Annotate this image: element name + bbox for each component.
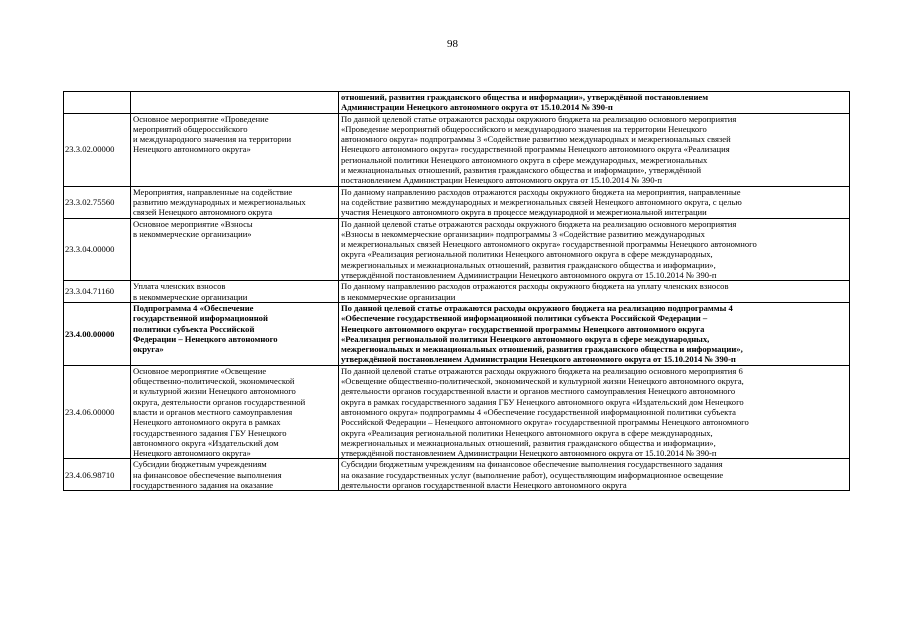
cell-name xyxy=(131,281,339,303)
cell-name xyxy=(131,302,339,365)
description-line: отношений, развития гражданского общества и информации», утверждённой постановлением xyxy=(341,92,709,102)
name-line: Федерации – Ненецкого автономного xyxy=(133,333,278,344)
name-line: государственного задания на оказание xyxy=(133,479,274,490)
description-line: По данной целевой статье отражаются расходы окружного бюджета на реализацию подпрограммы 4 xyxy=(341,302,733,313)
cell-code: 23.3.02.00000 xyxy=(64,113,131,186)
description-line: По данному направлению расходов отражаются расходы окружного бюджета на мероприятия, направленные xyxy=(341,186,741,197)
name-line: автономного округа «Издательский дом xyxy=(133,437,279,448)
name-line: Основное мероприятие «Проведение xyxy=(133,113,269,124)
cell-code: 23.4.00.00000 xyxy=(64,302,131,365)
name-line: округа» xyxy=(133,344,164,355)
description-line: на оказание государственных услуг (выполнение работ), осуществляющим информационное освещение xyxy=(341,469,724,480)
description-line: автономного округа» подпрограммы 4 «Обеспечение государственной информационной политики субъекта xyxy=(341,406,736,417)
table-row xyxy=(64,113,850,186)
table-row xyxy=(64,281,850,303)
description-line: Администрации Ненецкого автономного округа от 15.10.2014 № 390-п xyxy=(341,102,613,113)
description-line: Ненецкого автономного округа» государственной программы Ненецкого автономного округа xyxy=(341,323,705,334)
description-line: Ненецкого автономного округа» государственной программы Ненецкого автономного округа «Реализация xyxy=(341,144,730,155)
cell-description xyxy=(339,302,850,365)
page-number: 98 xyxy=(447,38,458,50)
cell-name xyxy=(131,186,339,218)
name-line: Ненецкого автономного округа в рамках xyxy=(133,417,281,428)
cell-code xyxy=(64,92,131,114)
cell-code: 23.3.02.75560 xyxy=(64,186,131,218)
name-line: развитию международных и межрегиональных xyxy=(133,196,306,207)
cell-description xyxy=(339,281,850,303)
cell-name xyxy=(131,113,339,186)
description-line: утверждённой постановлением Администрации Ненецкого автономного округа от 15.10.2014 № 390-п xyxy=(341,448,717,459)
description-line: деятельности органов государственной власти и органов местного самоуправления Ненецкого автономного xyxy=(341,386,736,397)
description-line: автономного округа» подпрограммы 3 «Содействие развитию международных и межрегиональных связей xyxy=(341,134,731,145)
cell-description xyxy=(339,186,850,218)
cell-name xyxy=(131,365,339,459)
description-line: межрегиональных и межнациональных отношений, развития гражданского общества и информации», xyxy=(341,437,716,448)
name-line: округа, деятельности органов государственной xyxy=(133,396,306,407)
name-line: Ненецкого автономного округа» xyxy=(133,448,251,459)
description-line: округа «Реализация региональной политики Ненецкого автономного округа в сфере международных, xyxy=(341,249,713,260)
description-line: деятельности органов государственной власти Ненецкого автономного округа xyxy=(341,479,627,490)
name-line: в некоммерческие организации xyxy=(133,291,248,302)
cell-name xyxy=(131,218,339,281)
name-line: на финансовое обеспечение выполнения xyxy=(133,469,282,480)
description-line: Российской Федерации – Ненецкого автономного округа» государственной программы Ненецкого автономного xyxy=(341,417,749,428)
budget-classification-table xyxy=(63,91,850,491)
name-line: общественно-политической, экономической xyxy=(133,376,295,387)
description-line: и межрегиональных связей Ненецкого автономного округа» государственной программы Ненецкого автономного xyxy=(341,239,757,250)
description-line: «Взносы в некоммерческие организации» подпрограммы 3 «Содействие развитию международных xyxy=(341,228,705,239)
table-row xyxy=(64,302,850,365)
description-line: постановлением Администрации Ненецкого автономного округа от 15.10.2014 № 390-п xyxy=(341,175,662,186)
name-line: связей Ненецкого автономного округа xyxy=(133,207,273,218)
description-line: Субсидии бюджетным учреждениям на финансовое обеспечение выполнения государственного задания xyxy=(341,459,723,470)
description-line: межрегиональных и межнациональных отношений, развития гражданского общества и информации», xyxy=(341,259,716,270)
table-row xyxy=(64,186,850,218)
description-line: «Реализация региональной политики Ненецкого автономного округа в сфере международных, xyxy=(341,333,710,344)
cell-code: 23.4.06.98710 xyxy=(64,459,131,491)
name-line: в некоммерческие организации» xyxy=(133,228,252,239)
description-line: участия Ненецкого автономного округа в процессе международной и межрегиональной интеграции xyxy=(341,207,707,218)
table-row xyxy=(64,218,850,281)
table-row xyxy=(64,365,850,459)
description-line: утверждённой постановлением Администрации Ненецкого автономного округа от 15.10.2014 № 390-п xyxy=(341,270,717,281)
name-line: государственной информационной xyxy=(133,313,268,324)
description-line: округа в рамках государственного задания ГБУ Ненецкого автономного округа «Издательский дом Ненецкого xyxy=(341,396,744,407)
description-line: По данной целевой статье отражаются расходы окружного бюджета на реализацию основного мероприятия xyxy=(341,113,737,124)
name-line: и культурной жизни Ненецкого автономного xyxy=(133,386,296,397)
name-line: Субсидии бюджетным учреждениям xyxy=(133,459,267,470)
description-line: По данной целевой статье отражаются расходы окружного бюджета на реализацию основного мероприятия 6 xyxy=(341,365,743,376)
name-line: Подпрограмма 4 «Обеспечение xyxy=(133,302,254,313)
cell-name xyxy=(131,459,339,491)
name-line: власти и органов местного самоуправления xyxy=(133,406,293,417)
name-line: Мероприятия, направленные на содействие xyxy=(133,186,293,197)
description-line: утверждённой постановлением Администрации Ненецкого автономного округа от 15.10.2014 № 390-п xyxy=(341,354,736,365)
cell-code: 23.4.06.00000 xyxy=(64,365,131,459)
table-row xyxy=(64,92,850,114)
name-line: Ненецкого автономного округа» xyxy=(133,144,251,155)
cell-description xyxy=(339,365,850,459)
cell-name xyxy=(131,92,339,114)
name-line: Уплата членских взносов xyxy=(133,281,226,292)
description-line: По данному направлению расходов отражаются расходы окружного бюджета на уплату членских взносов xyxy=(341,281,729,292)
description-line: и межнациональных отношений, развития гражданского общества и информации», утверждённой xyxy=(341,165,702,176)
name-line: политики субъекта Российской xyxy=(133,323,255,334)
cell-description xyxy=(339,113,850,186)
description-line: региональной политики Ненецкого автономного округа в сфере международных, межрегиональных xyxy=(341,154,708,165)
name-line: Основное мероприятие «Освещение xyxy=(133,365,267,376)
description-line: «Проведение мероприятий общероссийского и международного значения на территории Ненецкого xyxy=(341,123,707,134)
cell-code: 23.3.04.71160 xyxy=(64,281,131,303)
table-row xyxy=(64,459,850,491)
cell-code: 23.3.04.00000 xyxy=(64,218,131,281)
description-line: округа «Реализация региональной политики Ненецкого автономного округа в сфере международных, xyxy=(341,427,713,438)
description-line: межрегиональных и межнациональных отношений, развития гражданского общества и информации», xyxy=(341,344,743,355)
name-line: Основное мероприятие «Взносы xyxy=(133,218,253,229)
description-line: на содействие развитию международных и межрегиональных связей Ненецкого автономного округа, с целью xyxy=(341,196,742,207)
description-line: «Освещение общественно-политической, экономической и культурной жизни Ненецкого автономного округа, xyxy=(341,376,744,387)
name-line: государственного задания ГБУ Ненецкого xyxy=(133,427,287,438)
description-line: в некоммерческие организации xyxy=(341,291,456,302)
cell-description xyxy=(339,218,850,281)
description-line: По данной целевой статье отражаются расходы окружного бюджета на реализацию основного мероприятия xyxy=(341,218,737,229)
name-line: мероприятий общероссийского xyxy=(133,123,248,134)
cell-description xyxy=(339,92,850,114)
name-line: и международного значения на территории xyxy=(133,134,292,145)
description-line: «Обеспечение государственной информационной политики субъекта Российской Федерации – xyxy=(341,313,708,324)
table-body xyxy=(64,92,850,491)
cell-description xyxy=(339,459,850,491)
